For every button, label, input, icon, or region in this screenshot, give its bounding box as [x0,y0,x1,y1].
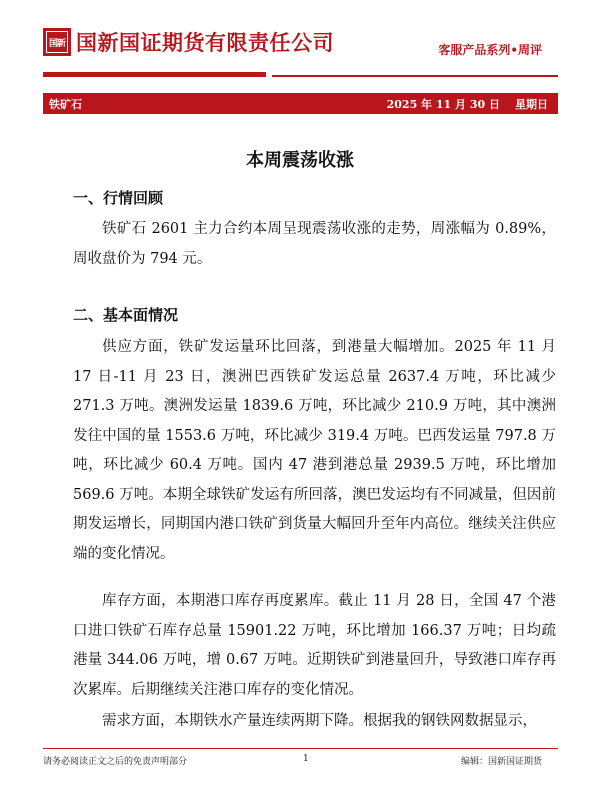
info-bar [43,93,558,114]
footer-disclaimer: 请务必阅读正文之后的免责声明部分 [43,757,188,767]
report-weekday: 星期日 [515,97,548,111]
logo-mark: 国新 [46,31,68,53]
header-rule-thick [43,72,266,77]
commodity-label: 铁矿石 [49,97,82,111]
paragraph-demand: 需求方面，本期铁水产量连续两期下降。根据我的钢铁网数据显示， [102,713,537,729]
footer-editor: 编辑：国新国证期货 [460,757,542,767]
company-name: 国新国证期货有限责任公司 [76,31,334,55]
footer-rule [43,748,558,749]
section-heading-market-review: 一、行情回顾 [73,189,164,207]
paragraph-inventory: 库存方面，本期港口库存再度累库。截止 11 月 28 日，全国 47 个港口进口铁矿石库存总量 15901.22 万吨，环比增加 166.37 万吨；日均疏港量 344.06 万吨，增 0.67 万吨。近期铁矿到港量回升，导致港口库存再次累库。后期继续关注港口库存的变化情况。 [73,593,556,698]
paragraph-supply: 供应方面，铁矿发运量环比回落，到港量大幅增加。2025 年 11 月 17 日-11 月 23 日，澳洲巴西铁矿发运总量 2637.4 万吨，环比减少 271.3 万吨。澳洲发运量 1839.6 万吨，环比减少 210.9 万吨，其中澳洲发往中国的量 1553.6 万吨，环比减少 319.4 万吨。巴西发运量 797.8 万吨，环比减少 60.4 万吨。国内 47 港到港总量 2939.5 万吨，环比增加 569.6 万吨。本期全球铁矿发运有所回落，澳巴发运均有不同减量，但因前期发运增长，同期国内港口铁矿到货量大幅回升至年内高位。继续关注供应端的变化情况。 [73,339,556,562]
page-title: 本周震荡收涨 [246,150,354,171]
company-logo [43,28,71,56]
paragraph-market-review: 铁矿石 2601 主力合约本周呈现震荡收涨的走势，周涨幅为 0.89%，周收盘价为 794 元。 [73,221,556,267]
section-heading-fundamentals: 二、基本面情况 [73,306,179,324]
header-rule-thin [272,75,558,77]
page-number: 1 [303,754,309,764]
report-date: 2025 年 11 月 30 日 [386,97,500,111]
report-series: 客服产品系列•周评 [438,43,542,57]
